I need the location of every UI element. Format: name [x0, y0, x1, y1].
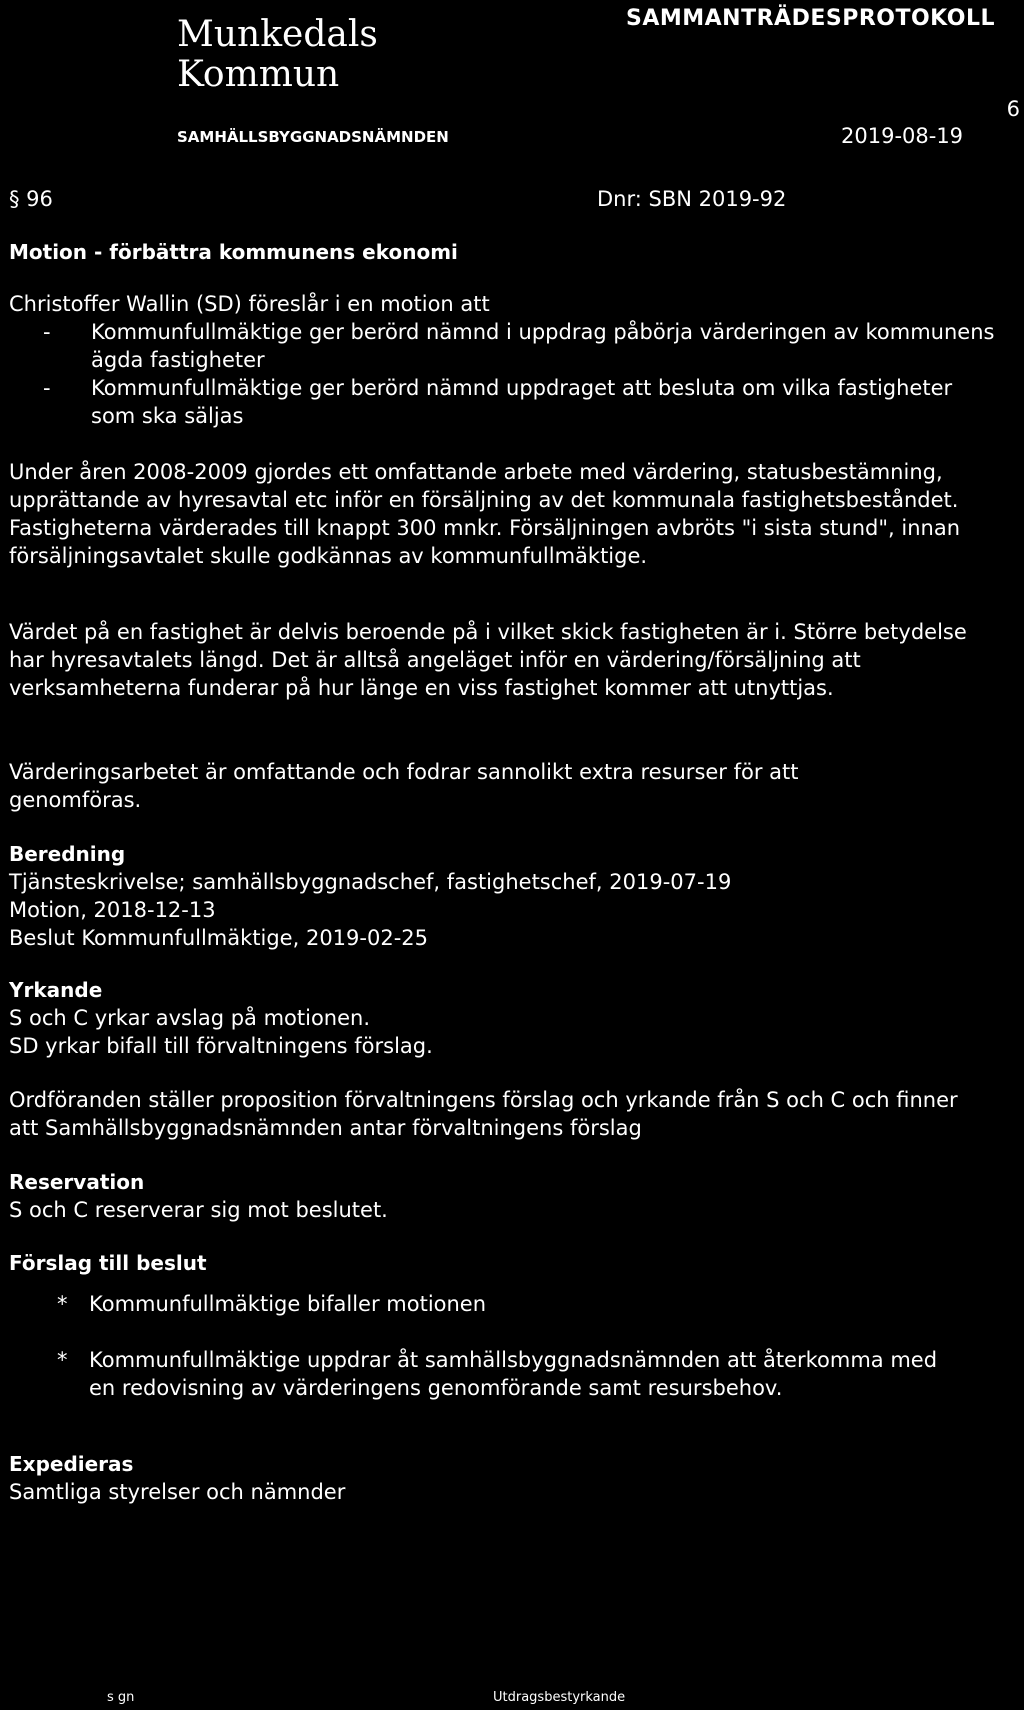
beredning-line: Beslut Kommunfullmäktige, 2019-02-25 [9, 926, 428, 950]
list-item-text: Kommunfullmäktige ger berörd nämnd i uppdrag påbörja värderingen av kommunens ägda fastigheter [91, 320, 995, 372]
forslag-item [9, 1346, 999, 1402]
list-item [9, 318, 999, 374]
list-item-text: Kommunfullmäktige ger berörd nämnd uppdraget att besluta om vilka fastigheter som ska säljas [91, 376, 953, 428]
protocol-title: SAMMANTRÄDESPROTOKOLL [626, 6, 995, 31]
beredning-heading: Beredning [9, 842, 126, 866]
yrkande-line: S och C yrkar avslag på motionen. [9, 1006, 371, 1030]
list-item [9, 374, 999, 430]
expedieras-section [9, 1450, 999, 1506]
forslag-item-text: Kommunfullmäktige uppdrar åt samhällsbyggnadsnämnden att återkomma med en redovisning av värderingens genomförande samt resursbehov. [89, 1348, 938, 1400]
org-name-line1: Munkedals [177, 14, 378, 55]
body-paragraph-2: Värdet på en fastighet är delvis beroende på i vilket skick fastigheten är i. Större betydelse har hyresavtalets längd. Det är alltså angeläget inför en värdering/försäljning att verksamheterna funderar på hur länge en viss fastighet kommer att utnyttjas. [9, 620, 967, 700]
dash-bullet: - [43, 320, 51, 344]
beredning-section [9, 840, 999, 952]
yrkande-line: SD yrkar bifall till förvaltningens förslag. [9, 1034, 433, 1058]
yrkande-heading: Yrkande [9, 978, 103, 1002]
motion-list [9, 318, 999, 430]
section-title: Motion - förbättra kommunens ekonomi [9, 240, 458, 264]
motion-block [9, 290, 999, 430]
forslag-item-text: Kommunfullmäktige bifaller motionen [89, 1292, 487, 1316]
org-name-line2: Kommun [177, 54, 340, 95]
reservation-section [9, 1168, 999, 1224]
expedieras-heading: Expedieras [9, 1452, 134, 1476]
proposition-text: Ordföranden ställer proposition förvaltningens förslag och yrkande från S och C och finner att Samhällsbyggnadsnämnden antar förvaltningens förslag [9, 1088, 958, 1140]
paragraph-number: § 96 [9, 187, 53, 211]
signature-label: s gn [107, 1690, 135, 1705]
page-number: 6 [1006, 97, 1020, 121]
protocol-date: 2019-08-19 [841, 124, 964, 148]
committee-name: SAMHÄLLSBYGGNADSNÄMNDEN [177, 128, 449, 146]
certification-label: Utdragsbestyrkande [493, 1690, 626, 1705]
beredning-line: Tjänsteskrivelse; samhällsbyggnadschef, fastighetschef, 2019-07-19 [9, 870, 732, 894]
motion-intro: Christoffer Wallin (SD) föreslår i en motion att [9, 292, 490, 316]
expedieras-text: Samtliga styrelser och nämnder [9, 1480, 346, 1504]
forslag-heading: Förslag till beslut [9, 1251, 207, 1275]
reservation-heading: Reservation [9, 1170, 145, 1194]
beredning-line: Motion, 2018-12-13 [9, 898, 216, 922]
body-paragraph-1: Under åren 2008-2009 gjordes ett omfattande arbete med värdering, statusbestämning, upprättande av hyresavtal etc inför en försäljning av det kommunala fastighetsbeståndet. Fastigheterna värderades till knappt 300 mnkr. Försäljningen avbröts "i sista stund", innan försäljningsavtalet skulle godkännas av kommunfullmäktige. [9, 460, 961, 568]
dnr-reference: Dnr: SBN 2019-92 [597, 187, 787, 211]
body-paragraph-3: Värderingsarbetet är omfattande och fodrar sannolikt extra resurser för att genomföras. [9, 760, 799, 812]
yrkande-section [9, 976, 999, 1060]
asterisk-bullet: * [57, 1348, 68, 1372]
asterisk-bullet: * [57, 1292, 68, 1316]
reservation-text: S och C reserverar sig mot beslutet. [9, 1198, 388, 1222]
dash-bullet: - [43, 376, 51, 400]
